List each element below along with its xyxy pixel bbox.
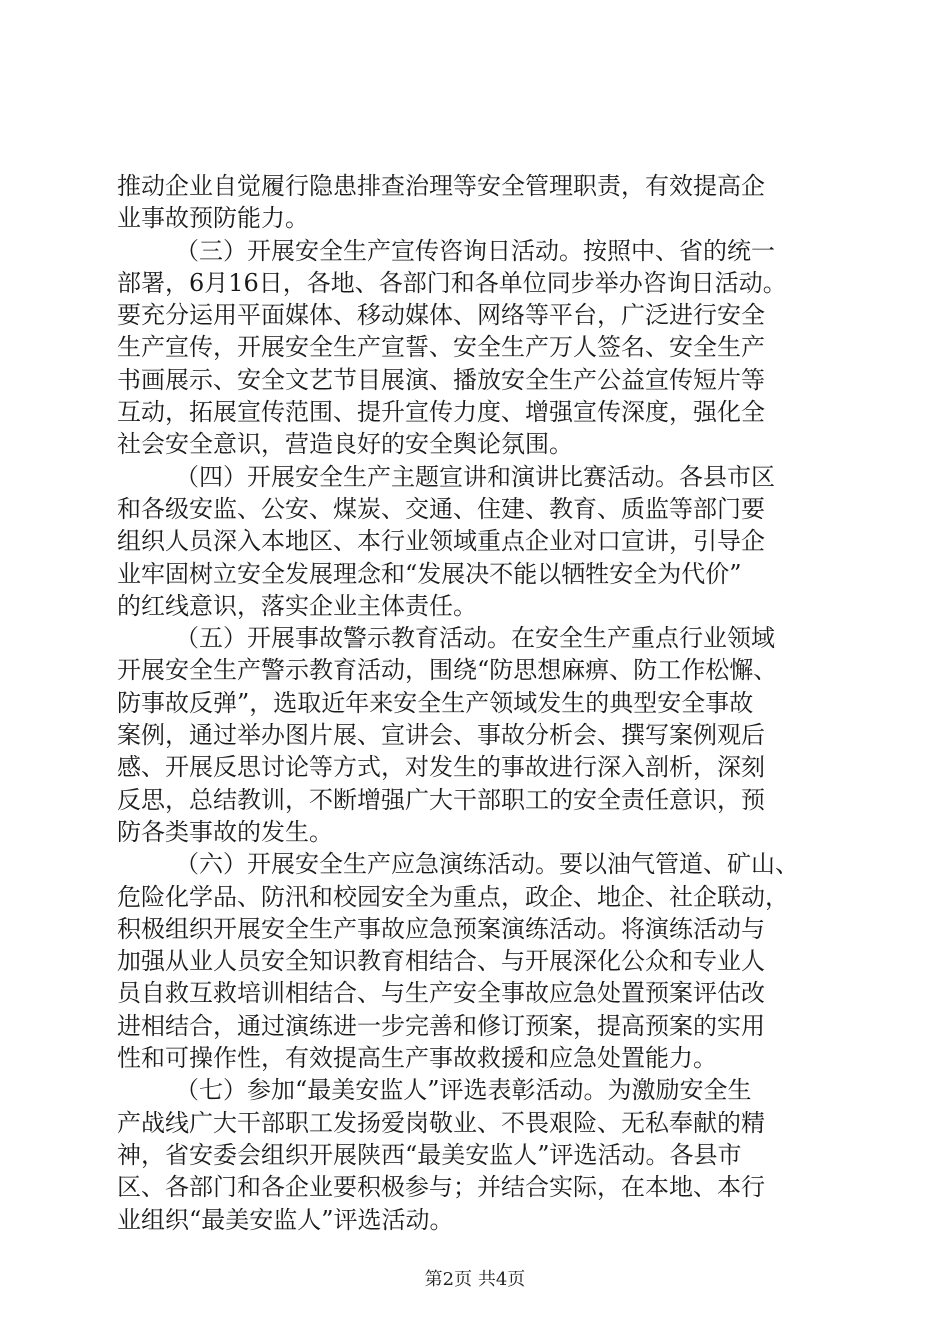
- paragraph: [117, 622, 847, 848]
- text-line: 业组织“最美安监人”评选活动。: [117, 1205, 454, 1234]
- text-line: 的红线意识，落实企业主体责任。: [117, 591, 477, 620]
- text-line: 危险化学品、防汛和校园安全为重点，政企、地企、社企联动，: [117, 882, 789, 911]
- text-line: 业牢固树立安全发展理念和“发展决不能以牺牲安全为代价”: [117, 559, 742, 588]
- text-line: 产战线广大干部职工发扬爱岗敬业、不畏艰险、无私奉献的精: [117, 1108, 765, 1137]
- text-line: 组织人员深入本地区、本行业领域重点企业对口宣讲，引导企: [117, 527, 765, 556]
- text-line: （七）参加“最美安监人”评选表彰活动。为激励安全生: [175, 1076, 752, 1105]
- text-line: 生产宣传，开展安全生产宣誓、安全生产万人签名、安全生产: [117, 333, 765, 362]
- text-line: 性和可操作性，有效提高生产事故救援和应急处置能力。: [117, 1044, 717, 1073]
- text-line: 加强从业人员安全知识教育相结合、与开展深化公众和专业人: [117, 947, 765, 976]
- text-line: 感、开展反思讨论等方式，对发生的事故进行深入剖析，深刻: [117, 753, 765, 782]
- text-line: 反思，总结教训，不断增强广大干部职工的安全责任意识，预: [117, 785, 765, 814]
- text-line: 推动企业自觉履行隐患排查治理等安全管理职责，有效提高企: [117, 172, 765, 200]
- text-line: 防事故反弹”，选取近年来安全生产领域发生的典型安全事故: [117, 688, 754, 717]
- text-line: （五）开展事故警示教育活动。在安全生产重点行业领域: [175, 624, 775, 653]
- text-line: 业事故预防能力。: [117, 204, 309, 233]
- text-line: 积极组织开展安全生产事故应急预案演练活动。将演练活动与: [117, 914, 765, 943]
- text-line: 案例，通过举办图片展、宣讲会、事故分析会、撰写案例观后: [117, 721, 765, 750]
- paragraph: [117, 848, 847, 1074]
- text-line: （六）开展安全生产应急演练活动。要以油气管道、矿山、: [175, 850, 799, 879]
- text-line: 书画展示、安全文艺节目展演、播放安全生产公益宣传短片等: [117, 365, 765, 394]
- text-line: （四）开展安全生产主题宣讲和演讲比赛活动。各县市区: [175, 462, 775, 491]
- text-line: 防各类事故的发生。: [117, 817, 333, 846]
- text-line: 开展安全生产警示教育活动，围绕“防思想麻痹、防工作松懈、: [117, 656, 778, 685]
- text-line: （三）开展安全生产宣传咨询日活动。按照中、省的统一: [175, 236, 775, 265]
- text-line: 神，省安委会组织开展陕西“最美安监人”评选活动。各县市: [117, 1140, 742, 1169]
- text-line: 部署，6月16日，各地、各部门和各单位同步举办咨询日活动。: [117, 268, 787, 297]
- page-footer: 第2页 共4页: [424, 1269, 526, 1290]
- text-line: 和各级安监、公安、煤炭、交通、住建、教育、质监等部门要: [117, 494, 765, 523]
- text-line: 社会安全意识，营造良好的安全舆论氛围。: [117, 430, 573, 459]
- text-line: 员自救互救培训相结合、与生产安全事故应急处置预案评估改: [117, 979, 765, 1008]
- paragraph: [117, 235, 847, 461]
- text-line: 区、各部门和各企业要积极参与；并结合实际，在本地、本行: [117, 1173, 765, 1202]
- paragraph: [117, 461, 847, 622]
- text-line: 要充分运用平面媒体、移动媒体、网络等平台，广泛进行安全: [117, 301, 765, 330]
- paragraph: [117, 170, 847, 235]
- text-line: 互动，拓展宣传范围、提升宣传力度、增强宣传深度，强化全: [117, 398, 765, 427]
- text-line: 进相结合，通过演练进一步完善和修订预案，提高预案的实用: [117, 1011, 765, 1040]
- paragraph: [117, 1074, 847, 1235]
- document-body: [117, 170, 847, 1236]
